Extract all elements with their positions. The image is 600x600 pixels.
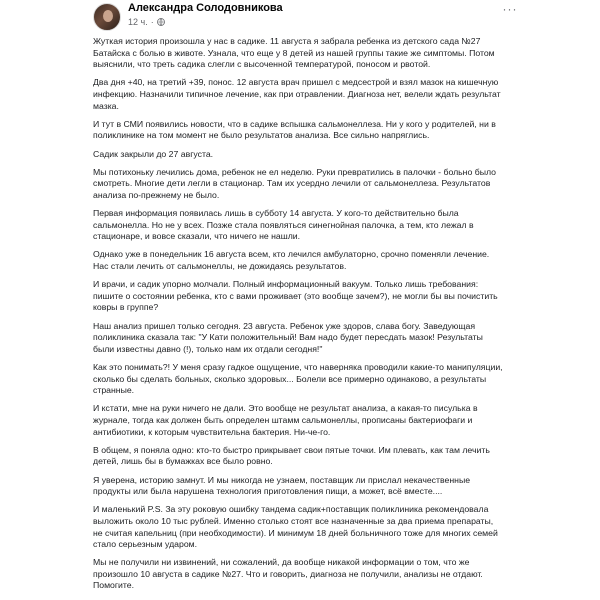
post-paragraph: И врачи, и садик упорно молчали. Полный информационный вакуум. Только лишь требования: пишите о состоянии ребенка, кто с вами проживает (это вообще зачем?), не могли бы вы почистить ковры в группе? (93, 279, 498, 313)
post-header (93, 0, 600, 36)
post-meta: 12 ч. · (128, 17, 165, 27)
author-name[interactable]: Александра Солодовникова (128, 2, 283, 14)
post-paragraph: Однако уже в понедельник 16 августа всем, кто лечился амбулаторно, срочно поменяли лечение. Нас стали лечить от сальмонеллы, не дожидаясь результатов. (93, 249, 490, 272)
post-paragraph: Наш анализ пришел только сегодня. 23 августа. Ребенок уже здоров, слава богу. Заведующая поликлиника сказала так: "У Кати положительный! Вам надо будет пересдать мазок! Результаты были известны давно (!), только нам их отдали сегодня!" (93, 320, 483, 354)
post-paragraph: Как это понимать?! У меня сразу гадкое ощущение, что наверняка проводили какие-то манипуляции, сколько бы сделать больных, сколько здоровых... Болели все примерно одинаково, а результаты странные. (93, 362, 503, 396)
author-avatar[interactable] (93, 3, 121, 31)
post-paragraph: Мы не получили ни извинений, ни сожалений, да вообще никакой информации о том, что же произошло 10 августа в садике №27. Что и говорить, диагноза не получили, анализы не отдают. Помогите. (93, 557, 483, 591)
post-paragraph: Садик закрыли до 27 августа. (93, 148, 214, 159)
post-paragraph: Первая информация появилась лишь в субботу 14 августа. У кого-то действительно была сальмонелла. Но не у всех. Позже стала появляться синегнойная палочка, а тем, кто лежал в стационаре, и вовсе сказали, что ничего не нашли. (93, 208, 474, 242)
globe-icon (157, 18, 165, 26)
post-paragraph: И тут в СМИ появились новости, что в садике вспышка сальмонеллеза. Ни у кого у родителей, ни в поликлинике на том момент не было результатов анализа. Все сильно напряглись. (93, 118, 496, 141)
post-paragraph: Я уверена, историю замнут. И мы никогда не узнаем, поставщик ли прислал некачественные продукты или была нарушена технология приготовления пищи, а может, всё вместе.... (93, 474, 471, 497)
post-paragraph: И маленький P.S. За эту роковую ошибку тандема садик+поставщик поликлиника рекомендовала выложить около 10 тыс рублей. Именно столько стоят все назначенные за два приема препараты, не считая капельниц (при необходимости). И минимум 18 дней больничного тоже для многих семей стало серьезным ударом. (93, 504, 498, 550)
post-paragraph: Жуткая история произошла у нас в садике. 11 августа я забрала ребенка из детского сада №27 Батайска с болью в животе. Узнала, что еще у 8 детей из нашей группы такие же симптомы. Потом выяснили, что треть садика слегли с высоченной температурой, поносом и рвотой. (93, 36, 495, 70)
more-options-button[interactable]: ··· (502, 2, 518, 16)
post-body (93, 36, 505, 592)
post-paragraph: Два дня +40, на третий +39, понос. 12 августа врач пришел с медсестрой и взял мазок на кишечную инфекцию. Назначили типичное лечение, как при отравлении. Диагноза нет, велели ждать результат мазка. (93, 77, 501, 111)
post-time[interactable]: 12 ч. (128, 17, 148, 27)
post-paragraph: И кстати, мне на руки ничего не дали. Это вообще не результат анализа, а какая-то писулька в журнале, тогда как должен быть определен штамм сальмонеллы, прописаны бактериофаги и антибиотики, к которым чувствительна бактерия. Ни-че-го. (93, 403, 478, 437)
post-paragraph: Мы потихоньку лечились дома, ребенок не ел неделю. Руки превратились в палочки - больно было смотреть. Многие дети легли в стационар. Там их усердно лечили от сальмонеллеза. Результатов анализа по-прежнему не было. (93, 166, 496, 200)
post-paragraph: В общем, я поняла одно: кто-то быстро прикрывает свои пятые точки. Им плевать, как там лечить детей, лишь бы в бумажках все было ровно. (93, 444, 490, 467)
